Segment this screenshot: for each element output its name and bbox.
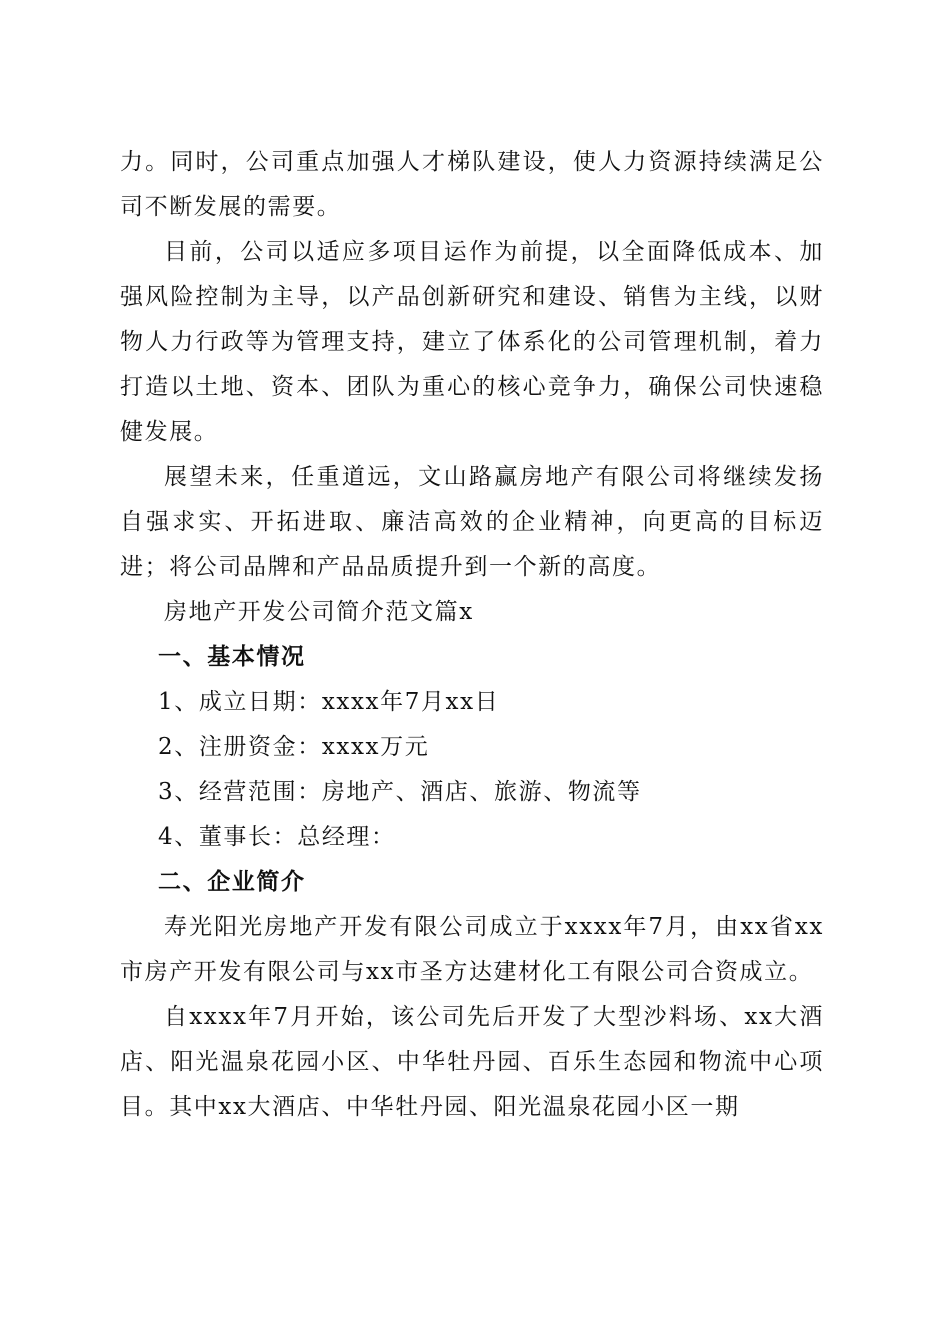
- paragraph-company-founding: 寿光阳光房地产开发有限公司成立于xxxx年7月，由xx省xx市房产开发有限公司与xx市圣方达建材化工有限公司合资成立。: [120, 914, 824, 985]
- list-item-founding-date: 1、成立日期：xxxx年7月xx日: [158, 689, 500, 715]
- list-item-business-scope: 3、经营范围：房地产、酒店、旅游、物流等: [158, 779, 642, 805]
- list-item-chairman: 4、董事长：总经理：: [158, 824, 396, 850]
- section-heading-basic-info: 一、基本情况: [158, 644, 306, 670]
- document-page: [120, 140, 824, 1130]
- paragraph-projects: 自xxxx年7月开始，该公司先后开发了大型沙料场、xx大酒店、阳光温泉花园小区、中华牡丹园、百乐生态园和物流中心项目。其中xx大酒店、中华牡丹园、阳光温泉花园小区一期: [120, 1004, 824, 1120]
- paragraph-outlook: 展望未来，任重道远，文山路赢房地产有限公司将继续发扬自强求实、开拓进取、廉洁高效的企业精神，向更高的目标迈进；将公司品牌和产品品质提升到一个新的高度。: [120, 464, 824, 580]
- paragraph-hr-continuation: 力。同时，公司重点加强人才梯队建设，使人力资源持续满足公司不断发展的需要。: [120, 149, 824, 220]
- document-subtitle: 房地产开发公司简介范文篇x: [164, 599, 474, 625]
- paragraph-current-strategy: 目前，公司以适应多项目运作为前提，以全面降低成本、加强风险控制为主导，以产品创新研究和建设、销售为主线，以财物人力行政等为管理支持，建立了体系化的公司管理机制，着力打造以土地、资本、团队为重心的核心竞争力，确保公司快速稳健发展。: [120, 239, 824, 445]
- list-item-registered-capital: 2、注册资金：xxxx万元: [158, 734, 430, 760]
- section-heading-company-intro: 二、企业简介: [158, 869, 306, 895]
